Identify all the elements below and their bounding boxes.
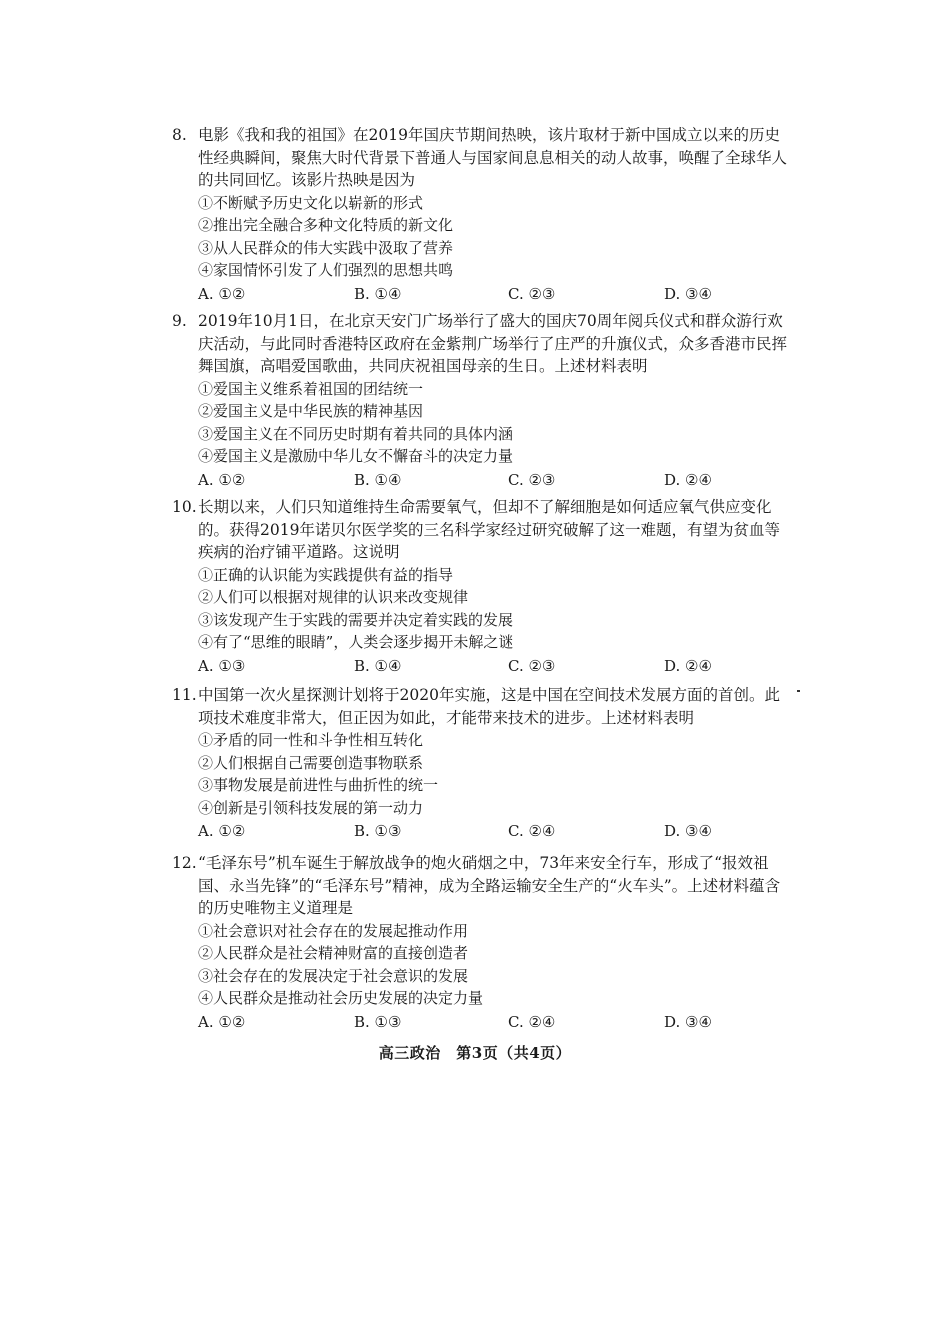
option-2: ②人民群众是社会精神财富的直接创造者 bbox=[198, 944, 469, 962]
question-10 bbox=[172, 496, 792, 678]
option-3: ③社会存在的发展决定于社会意识的发展 bbox=[198, 966, 469, 985]
option-4: ④人民群众是推动社会历史发展的决定力量 bbox=[198, 989, 484, 1007]
option-2: ②爱国主义是中华民族的精神基因 bbox=[198, 402, 424, 420]
choice-d: D. ②④ bbox=[664, 656, 712, 675]
choice-b: B. ①④ bbox=[354, 284, 402, 303]
option-1: ①社会意识对社会存在的发展起推动作用 bbox=[198, 921, 469, 940]
question-11 bbox=[172, 684, 792, 843]
option-4: ④家国情怀引发了人们强烈的思想共鸣 bbox=[198, 261, 454, 279]
choice-b: B. ①④ bbox=[354, 656, 402, 675]
choice-c: C. ②④ bbox=[508, 1012, 556, 1031]
option-1: ①爱国主义维系着祖国的团结统一 bbox=[198, 379, 424, 398]
question-text: 电影《我和我的祖国》在2019年国庆节期间热映，该片取材于新中国成立以来的历史性经典瞬间，聚焦大时代背景下普通人与国家间息息相关的动人故事，唤醒了全球华人的共同回忆。该影片热映是因为 bbox=[198, 126, 788, 189]
option-3: ③事物发展是前进性与曲折性的统一 bbox=[198, 776, 439, 794]
page-footer: 高三政治 第3页（共4页） bbox=[378, 1044, 572, 1062]
option-2: ②推出完全融合多种文化特质的新文化 bbox=[198, 216, 454, 234]
question-text: 长期以来，人们只知道维持生命需要氧气，但却不了解细胞是如何适应氧气供应变化的。获得2019年诺贝尔医学奖的三名科学家经过研究破解了这一难题，有望为贫血等疾病的治疗铺平道路。这说明 bbox=[198, 498, 780, 561]
question-number: 11. bbox=[172, 686, 197, 704]
question-stem bbox=[172, 684, 792, 729]
choice-b: B. ①④ bbox=[354, 470, 402, 489]
answer-choices bbox=[172, 1010, 792, 1034]
question-text: “毛泽东号”机车诞生于解放战争的炮火硝烟之中，73年来安全行车，形成了“报效祖国、永当先锋”的“毛泽东号”精神，成为全路运输安全生产的“火车头”。上述材料蕴含的历史唯物主义道理是 bbox=[198, 854, 781, 917]
option-1: ①矛盾的同一性和斗争性相互转化 bbox=[198, 731, 424, 749]
question-stem bbox=[172, 124, 792, 192]
choice-c: C. ②③ bbox=[508, 656, 556, 675]
choice-a: A. ①② bbox=[198, 1012, 246, 1031]
option-2: ②人们根据自己需要创造事物联系 bbox=[198, 753, 424, 772]
choice-c: C. ②③ bbox=[508, 284, 556, 303]
option-3: ③该发现产生于实践的需要并决定着实践的发展 bbox=[198, 610, 514, 629]
question-8 bbox=[172, 124, 792, 306]
option-1: ①正确的认识能为实践提供有益的指导 bbox=[198, 565, 454, 584]
choice-d: D. ③④ bbox=[664, 822, 712, 840]
question-number: 12. bbox=[172, 854, 197, 872]
answer-choices bbox=[172, 282, 792, 306]
choice-b: B. ①③ bbox=[354, 822, 402, 840]
choice-d: D. ③④ bbox=[664, 1012, 712, 1031]
answer-choices bbox=[172, 468, 792, 492]
scan-speck bbox=[797, 690, 800, 692]
choice-c: C. ②④ bbox=[508, 822, 556, 840]
question-12 bbox=[172, 852, 792, 1034]
choice-a: A. ①③ bbox=[198, 656, 246, 675]
option-4: ④有了“思维的眼睛”，人类会逐步揭开未解之谜 bbox=[198, 633, 514, 651]
choice-d: D. ③④ bbox=[664, 284, 712, 303]
question-9 bbox=[172, 310, 792, 492]
choice-a: A. ①② bbox=[198, 470, 246, 489]
answer-choices bbox=[172, 654, 792, 678]
option-1: ①不断赋予历史文化以崭新的形式 bbox=[198, 193, 424, 212]
option-3: ③爱国主义在不同历史时期有着共同的具体内涵 bbox=[198, 424, 514, 443]
question-text: 2019年10月1日，在北京天安门广场举行了盛大的国庆70周年阅兵仪式和群众游行欢庆活动，与此同时香港特区政府在金紫荆广场举行了庄严的升旗仪式，众多香港市民挥舞国旗，高唱爱国歌曲，共同庆祝祖国母亲的生日。上述材料表明 bbox=[198, 312, 788, 375]
question-number: 10. bbox=[172, 498, 197, 516]
question-stem bbox=[172, 496, 792, 564]
question-text: 中国第一次火星探测计划将于2020年实施，这是中国在空间技术发展方面的首创。此项技术难度非常大，但正因为如此，才能带来技术的进步。上述材料表明 bbox=[198, 686, 780, 727]
question-number: 8. bbox=[172, 126, 187, 144]
choice-d: D. ②④ bbox=[664, 470, 712, 489]
question-stem bbox=[172, 852, 792, 920]
option-4: ④爱国主义是激励中华儿女不懈奋斗的决定力量 bbox=[198, 447, 514, 465]
answer-choices bbox=[172, 819, 792, 843]
choice-c: C. ②③ bbox=[508, 470, 556, 489]
choice-b: B. ①③ bbox=[354, 1012, 402, 1031]
option-2: ②人们可以根据对规律的认识来改变规律 bbox=[198, 588, 469, 606]
choice-a: A. ①② bbox=[198, 284, 246, 303]
choice-a: A. ①② bbox=[198, 822, 246, 840]
option-4: ④创新是引领科技发展的第一动力 bbox=[198, 798, 424, 817]
option-3: ③从人民群众的伟大实践中汲取了营养 bbox=[198, 238, 454, 257]
question-number: 9. bbox=[172, 312, 187, 330]
question-stem bbox=[172, 310, 792, 378]
